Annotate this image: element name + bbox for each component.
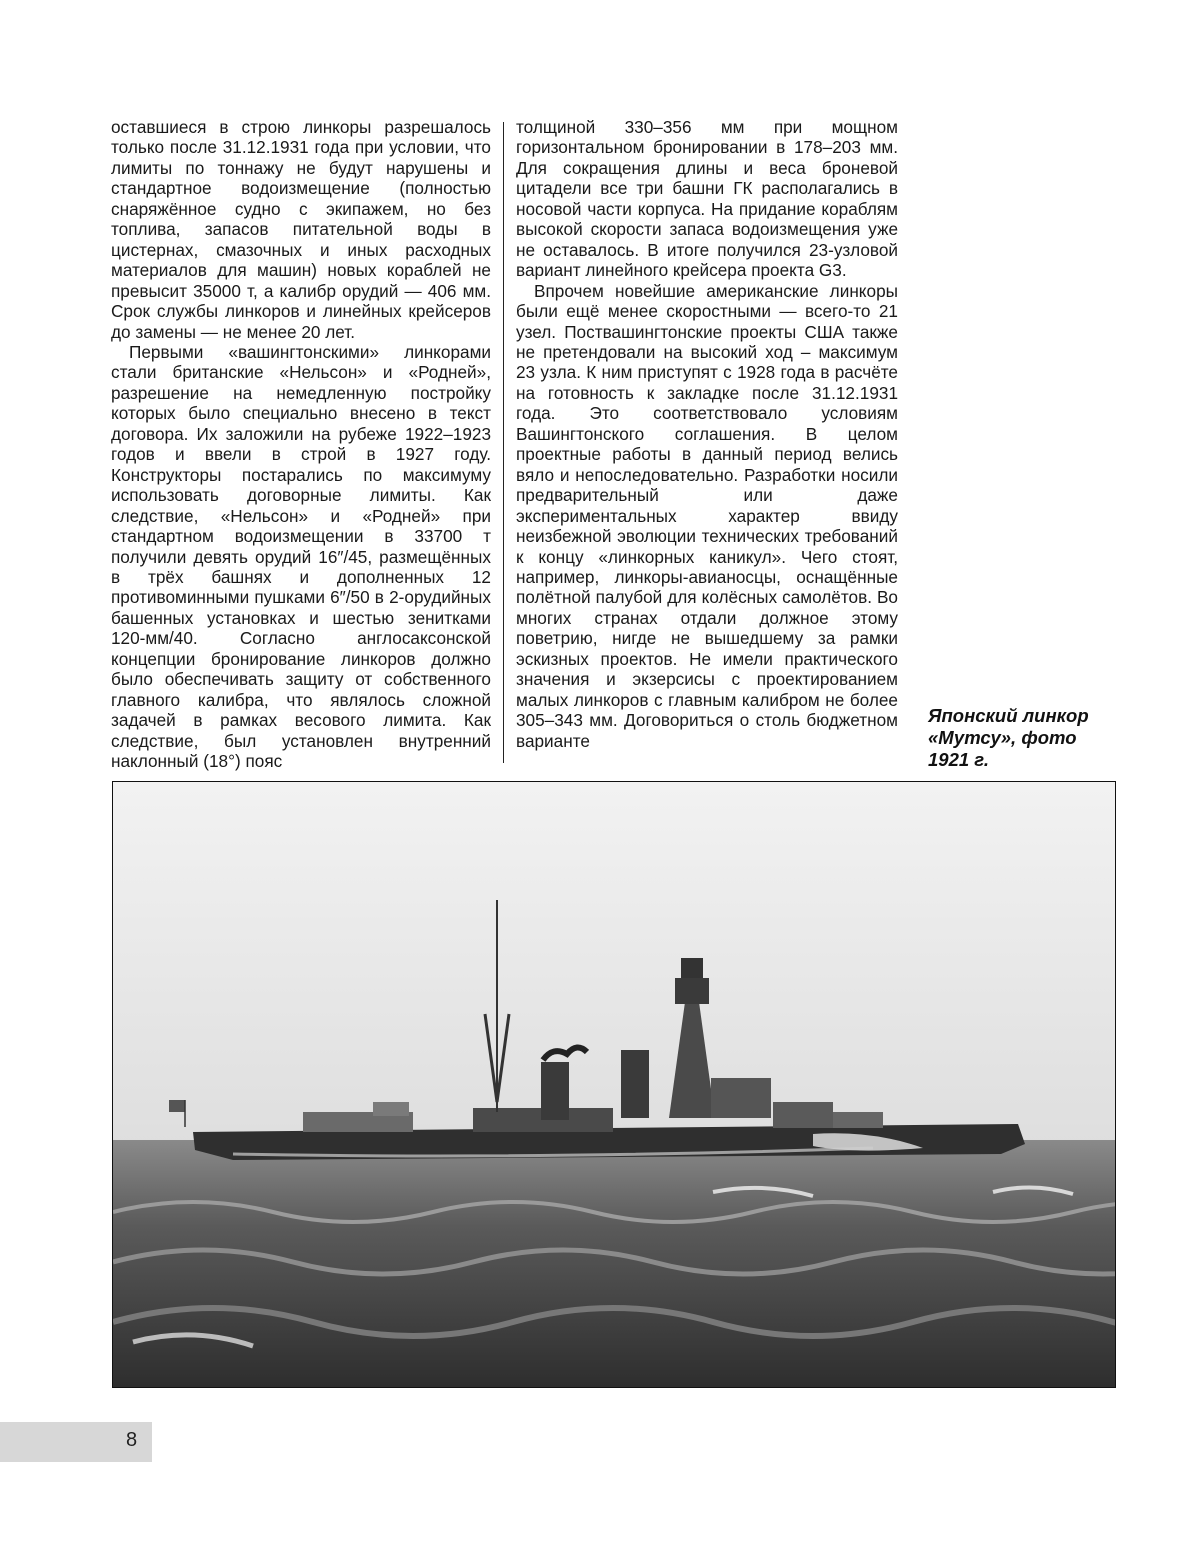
caption-line-3: 1921 г. bbox=[928, 749, 990, 770]
right-paragraph-1: толщиной 330–356 мм при мощном горизонтальном бронировании в 178–203 мм. Для сокращения длины и веса броневой цитадели все три башни ГК располагались в носовой части корпуса. На придание кораблям высокой скорости запаса водоизмещения уже не оставалось. В итоге получился 23-узловой вариант линейного крейсера проекта G3. bbox=[516, 117, 898, 281]
sea bbox=[113, 1140, 1115, 1387]
right-paragraph-2: Впрочем новейшие американские линкоры были ещё менее скоростными — всего-то 21 узел. Поствашингтонские проекты США также не претендовали на высокий ход – максимум 23 узла. К ним приступят с 1928 года в расчёте на готовность к закладке после 31.12.1931 года. Это соответствовало условиям Вашингтонского соглашения. В целом проектные работы в данный период велись вяло и непоследовательно. Разработки носили предварительный или даже экспериментальных характер ввиду неизбежной эволюции технических требований к концу «линкорных каникул». Чего стоят, например, линкоры-авианосцы, оснащённые полётной палубой для колёсных самолётов. Во многих странах отдали должное этому поветрию, нигде не вышедшему за рамки эскизных проектов. Не имели практического значения и экзерсисы с проектированием малых линкоров с главным калибром не более 305–343 мм. Договориться о столь бюджетном варианте bbox=[516, 280, 898, 751]
left-paragraph-1: оставшиеся в строю линкоры разрешалось только после 31.12.1931 года при условии, что лимиты по тоннажу не будут нарушены и стандартное водоизмещение (полностью снаряжённое судно с экипажем, но без топлива, запасов питательной воды в цистернах, смазочных и иных расходных материалов для машин) новых кораблей не превысит 35000 т, а калибр орудий — 406 мм. Срок службы линкоров и линейных крейсеров до замены — не менее 20 лет. bbox=[111, 117, 491, 342]
page-number: 8 bbox=[126, 1429, 138, 1451]
funnel-fore bbox=[621, 1050, 649, 1118]
caption-line-2: «Мутсу», фото bbox=[928, 727, 1077, 748]
photo-caption bbox=[928, 705, 1128, 771]
column-divider bbox=[503, 122, 504, 763]
right-text-column bbox=[516, 117, 898, 751]
fore-turret bbox=[773, 1102, 833, 1128]
caption-line-1: Японский линкор bbox=[928, 705, 1089, 726]
ensign bbox=[169, 1100, 185, 1112]
left-text-column bbox=[111, 117, 491, 772]
battleship-photo bbox=[112, 781, 1116, 1388]
sky bbox=[113, 782, 1115, 1150]
funnel-aft bbox=[541, 1062, 569, 1120]
left-paragraph-2: Первыми «вашингтонскими» линкорами стали британские «Нельсон» и «Родней», разрешение на немедленную постройку которых было специально внесено в текст договора. Их заложили на рубеже 1922–1923 годов и ввели в строй в 1927 году. Конструкторы постарались по максимуму использовать договорные лимиты. Как следствие, «Нельсон» и «Родней» при стандартном водоизмещении в 33700 т получили девять орудий 16″/45, размещённых в трёх башнях и дополненных 12 противоминными пушками 6″/50 в 2-орудийных башенных установках и шестью зенитками 120-мм/40. Согласно англосаксонской концепции бронирование линкоров должно было обеспечивать защиту от собственного главного калибра, что являлось сложной задачей в рамках весового лимита. Как следствие, был установлен внутренний наклонный (18°) пояс bbox=[111, 341, 491, 772]
